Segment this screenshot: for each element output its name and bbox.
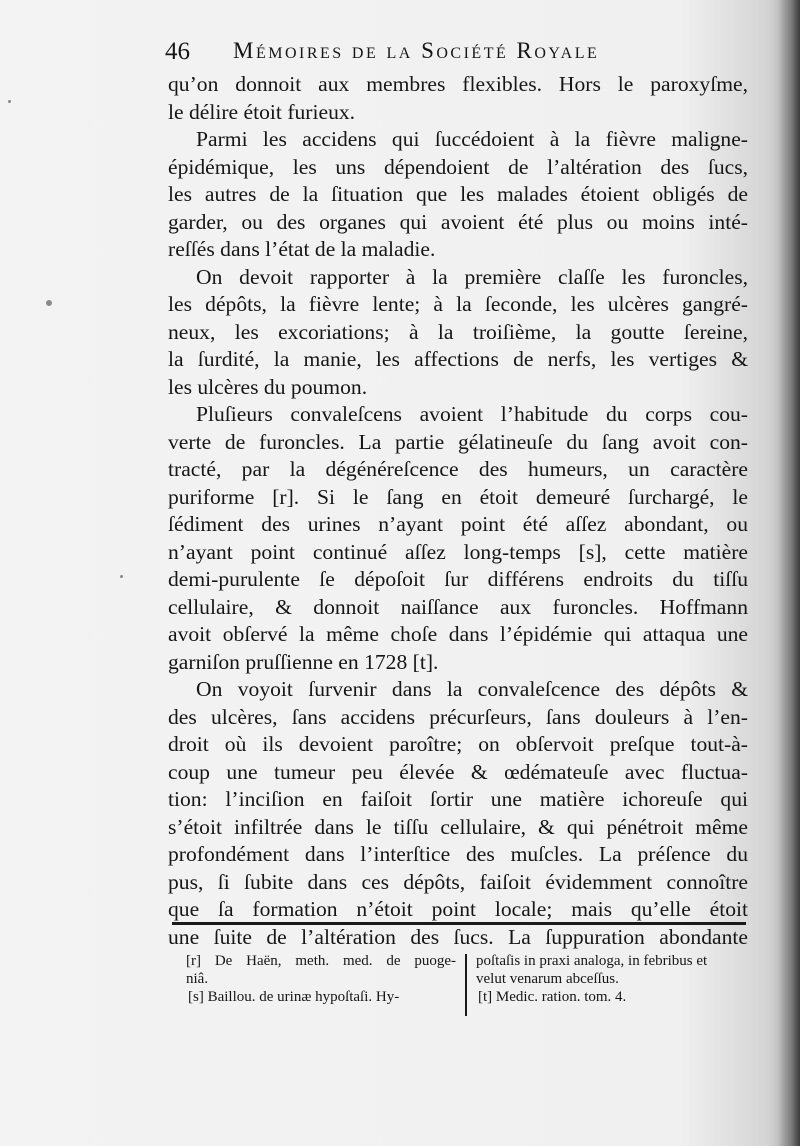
paper-speck [8, 100, 11, 103]
text-line: tion: l’inciſion en faiſoit ſortir une matière ichoreuſe qui [168, 787, 748, 811]
text-line: les dépôts, la fièvre lente; à la ſeconde, les ulcères gangré- [168, 292, 748, 316]
text-line: les autres de la ſituation que les malades étoient obligés de [168, 182, 748, 206]
footnote-column-divider [465, 954, 467, 1016]
text-line: coup une tumeur peu élevée & œdémateuſe avec fluctua- [168, 759, 748, 784]
text-line: s’étoit infiltrée dans le tiſſu cellulaire, & qui pénétroit même [168, 814, 748, 839]
text-line: verte de furoncles. La partie gélatineuſe du ſang avoit con- [168, 429, 748, 454]
paper-speck [46, 300, 52, 306]
footnote-column-left [186, 952, 456, 1006]
text-line: avoit obſervé la même choſe dans l’épidémie qui attaqua une [168, 622, 748, 646]
text-line: reſſés dans l’état de la maladie. [168, 237, 436, 261]
text-line: tracté, par la dégénéreſcence des humeurs, un caractère [168, 457, 748, 481]
text-line: On devoit rapporter à la première claſſe les furoncles, [196, 264, 748, 289]
footnote-line: niâ. [186, 971, 209, 987]
page-number: 46 [165, 38, 190, 65]
text-line: puriforme [r]. Si le ſang en étoit demeuré ſurchargé, le [168, 484, 748, 509]
text-line: le délire étoit furieux. [168, 99, 356, 124]
footnote-rule [172, 922, 746, 925]
text-line: des ulcères, ſans accidens précurſeurs, ſans douleurs à l’en- [168, 704, 748, 729]
text-line: garder, ou des organes qui avoient été plus ou moins inté- [168, 209, 748, 234]
text-line: ſédiment des urines n’ayant point été aſſez abondant, ou [168, 512, 748, 536]
footnote-line: [s] Baillou. de urinæ hypoſtaſi. Hy- [188, 989, 400, 1005]
running-title: Mémoires de la Société Royale [233, 38, 600, 63]
text-line: n’ayant point continué aſſez long-temps [s], cette matière [168, 539, 748, 564]
text-line: la ſurdité, la manie, les affections de nerfs, les vertiges & [168, 347, 748, 371]
footnote-line: [r] De Haën, meth. med. de puoge- [186, 953, 456, 969]
footnote-line: velut venarum abceſſus. [476, 971, 619, 987]
text-line: cellulaire, & donnoit naiſſance aux furoncles. Hoffmann [168, 594, 748, 619]
text-line: que ſa formation n’étoit point locale; mais qu’elle étoit [168, 897, 748, 921]
text-line: demi-purulente ſe dépoſoit ſur différens endroits du tiſſu [168, 567, 748, 591]
text-line: profondément dans l’interſtice des muſcles. La préſence du [168, 842, 748, 866]
text-line: On voyoit ſurvenir dans la convaleſcence des dépôts & [196, 677, 748, 701]
footnotes [186, 952, 746, 1032]
text-line: les ulcères du poumon. [168, 374, 368, 399]
page-gutter-shadow [778, 0, 800, 1146]
text-line: droit où ils devoient paroître; on obſervoit preſque tout-à- [168, 732, 748, 756]
text-line: garniſon pruſſienne en 1728 [t]. [168, 649, 439, 674]
paper-speck [120, 575, 123, 578]
footnote-column-right [476, 952, 751, 1006]
text-line: épidémique, les uns dépendoient de l’altération des ſucs, [168, 154, 748, 179]
text-line: Pluſieurs convaleſcens avoient l’habitude du corps cou- [196, 402, 748, 426]
body-text [168, 71, 748, 951]
footnote-line: [t] Medic. ration. tom. 4. [478, 989, 627, 1005]
text-line: Parmi les accidens qui ſuccédoient à la fièvre maligne- [196, 127, 748, 151]
text-line: neux, les excoriations; à la troiſième, la goutte ſereine, [168, 319, 748, 344]
footnote-line: poſtaſis in praxi analoga, in febribus et [476, 953, 708, 969]
text-line: pus, ſi ſubite dans ces dépôts, faiſoit évidemment connoître [168, 869, 748, 894]
page-header [165, 36, 765, 72]
text-line: une ſuite de l’altération des ſucs. La ſuppuration abondante [168, 924, 748, 949]
text-line: qu’on donnoit aux membres flexibles. Hors le paroxyſme, [168, 72, 748, 96]
